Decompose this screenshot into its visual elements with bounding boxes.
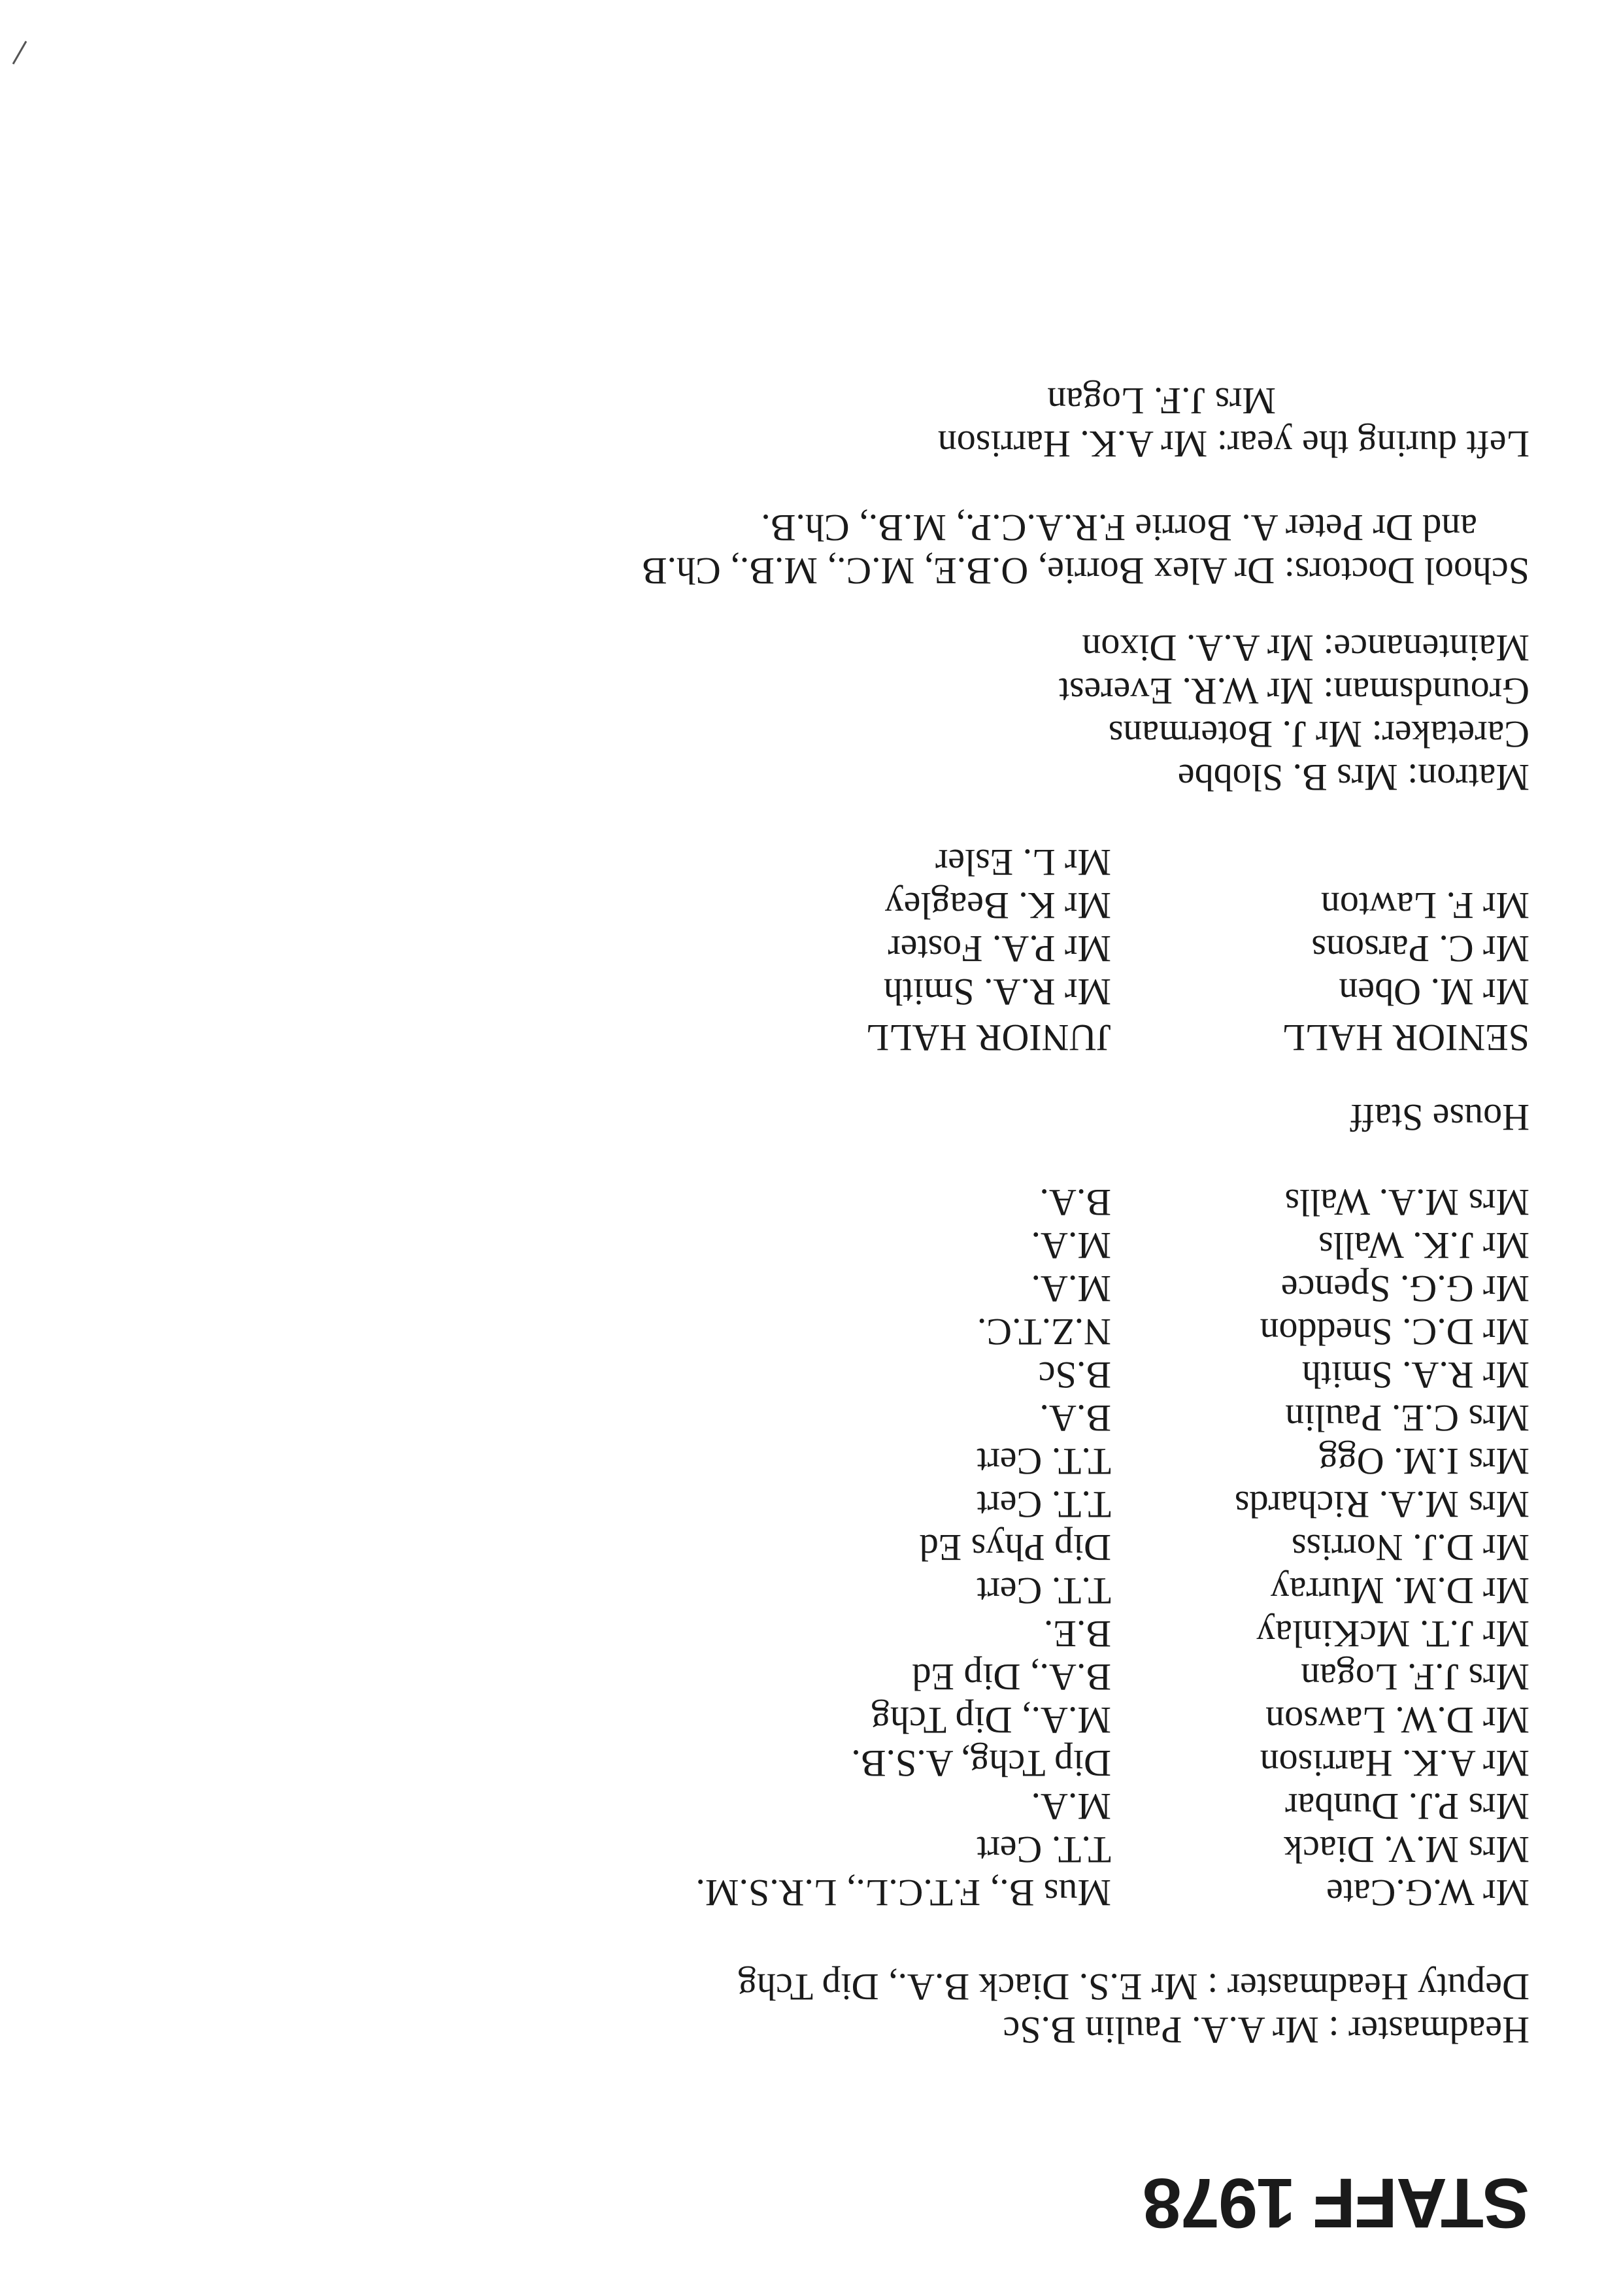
leavers-line-2: Mrs J.F. Logan — [1047, 380, 1276, 422]
staff-qualification: B.E. — [1043, 1613, 1111, 1655]
page-title: STAFF 1978 — [1143, 2164, 1529, 2243]
staff-row — [92, 1526, 1529, 1569]
senior-hall-column — [1111, 841, 1529, 1059]
staff-qualification: N.Z.T.C. — [977, 1311, 1111, 1353]
staff-qualification: Dip Tchg, A.S.B. — [851, 1742, 1111, 1785]
deputy-headmaster-line: Deputy Headmaster : Mr E.S. Diack B.A., Dip Tchg — [737, 1966, 1529, 2008]
house-staff-heading: House Staff — [1350, 1096, 1529, 1139]
staff-list-content — [92, 379, 1529, 2243]
senior-hall-member: Mr F. Lawton — [1320, 885, 1529, 927]
staff-qualification: T.T. Cert — [977, 1440, 1111, 1483]
staff-name: Mrs M.A. Richards — [1234, 1483, 1529, 1526]
school-doctors — [92, 506, 1529, 592]
staff-qualification: Mus B., F.T.C.L., L.R.S.M. — [695, 1872, 1111, 1914]
doctors-line-2: and Dr Peter A. Borrie F.R.A.C.P., M.B., Ch.B. — [761, 507, 1477, 549]
staff-row — [92, 1655, 1529, 1698]
staff-row — [92, 1612, 1529, 1655]
staff-name: Mrs M.V. Diack — [1284, 1829, 1529, 1871]
junior-hall-member: Mr R.A. Smith — [883, 971, 1111, 1013]
staff-row — [92, 1828, 1529, 1871]
headmaster-line: Headmaster : Mr A.A. Paulin B.Sc — [1003, 2009, 1529, 2051]
staff-name: Mr J.K. Walls — [1318, 1224, 1529, 1267]
pen-mark — [12, 41, 27, 64]
senior-hall-member: Mr M. Oben — [1339, 971, 1529, 1013]
senior-hall-title: SENIOR HALL — [1282, 1017, 1529, 1059]
staff-row — [92, 1353, 1529, 1396]
staff-name: Mr A.K. Harrison — [1260, 1742, 1529, 1785]
staff-name: Mr J.T. McKinlay — [1256, 1613, 1529, 1655]
staff-name: Mr D.C. Sneddon — [1260, 1311, 1529, 1353]
staff-row — [92, 1569, 1529, 1612]
staff-qualification: T.T. Cert — [977, 1829, 1111, 1871]
staff-row — [92, 1698, 1529, 1742]
staff-name: Mr D.W. Lawson — [1265, 1699, 1529, 1742]
staff-qualification: M.A. — [1031, 1224, 1111, 1267]
matron-line: Matron: Mrs B. Slobbe — [1177, 756, 1529, 799]
staff-qualification: M.A., Dip Tchg — [871, 1699, 1111, 1742]
leavers-line-1: Left during the year: Mr A.K. Harrison — [937, 423, 1529, 465]
staff-qualification: B.A. — [1039, 1181, 1111, 1224]
services-staff — [92, 626, 1529, 799]
staff-name: Mr G.G. Spence — [1280, 1268, 1529, 1310]
staff-name: Mrs I.M. Ogg — [1318, 1440, 1529, 1483]
staff-row — [92, 1396, 1529, 1440]
staff-row — [92, 1181, 1529, 1224]
house-staff-columns — [92, 841, 1529, 1059]
staff-qualification: B.A. — [1039, 1397, 1111, 1440]
maintenance-line: Maintenance: Mr A.A. Dixon — [1082, 627, 1529, 669]
junior-hall-title: JUNIOR HALL — [865, 1017, 1111, 1059]
staff-name: Mr R.A. Smith — [1301, 1354, 1529, 1396]
staff-qualification: M.A. — [1031, 1785, 1111, 1828]
staff-qualification: B.Sc — [1038, 1354, 1111, 1396]
staff-row — [92, 1483, 1529, 1526]
junior-hall-member: Mr K. Beagley — [884, 885, 1111, 927]
left-during-year — [92, 379, 1529, 465]
junior-hall-column — [866, 841, 1111, 1059]
staff-qualification: Dip Phys Ed — [919, 1527, 1111, 1569]
staff-qualification: T.T. Cert — [977, 1570, 1111, 1612]
staff-row — [92, 1871, 1529, 1914]
senior-hall-member: Mr C. Parsons — [1311, 928, 1529, 970]
doctors-line-1: School Doctors: Dr Alex Borrie, O.B.E, M.C., M.B., Ch.B — [641, 550, 1529, 592]
staff-qualification: T.T. Cert — [977, 1483, 1111, 1526]
staff-name: Mr D.M. Murray — [1270, 1570, 1529, 1612]
staff-row — [92, 1267, 1529, 1310]
staff-row — [92, 1742, 1529, 1785]
staff-name: Mrs C.E. Paulin — [1285, 1397, 1529, 1440]
staff-name: Mrs J.F. Logan — [1301, 1656, 1529, 1698]
staff-name: Mrs P.J. Dunbar — [1285, 1785, 1529, 1828]
staff-name: Mr D.J. Norriss — [1291, 1527, 1529, 1569]
staff-row — [92, 1224, 1529, 1267]
caretaker-line: Caretaker: Mr J. Botermans — [1108, 713, 1529, 756]
groundsman-line: Groundsman: Mr W.R. Everest — [1058, 670, 1529, 713]
staff-row — [92, 1310, 1529, 1353]
staff-table — [92, 1181, 1529, 1914]
junior-hall-member: Mr L. Esler — [935, 841, 1111, 884]
staff-name: Mrs M.A. Walls — [1284, 1181, 1529, 1224]
staff-qualification: B.A., Dip Ed — [912, 1656, 1111, 1698]
staff-row — [92, 1440, 1529, 1483]
junior-hall-member: Mr P.A. Foster — [888, 928, 1111, 970]
staff-row — [92, 1785, 1529, 1828]
staff-name: Mr W.G.Cate — [1326, 1872, 1529, 1914]
staff-qualification: M.A. — [1031, 1268, 1111, 1310]
